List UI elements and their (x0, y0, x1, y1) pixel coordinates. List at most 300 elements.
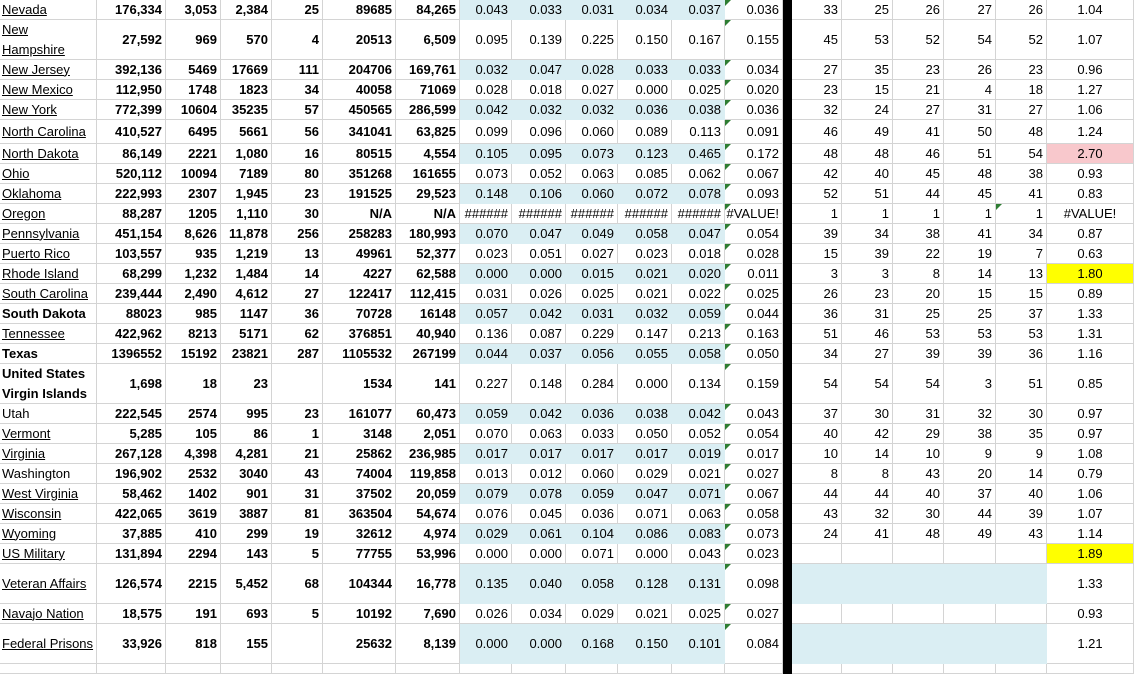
rank-cell[interactable]: 34 (996, 224, 1047, 244)
count-cell[interactable]: 1105532 (323, 344, 396, 364)
count-cell[interactable]: 68,299 (97, 264, 166, 284)
rate-cell[interactable]: 0.000 (512, 544, 566, 564)
row-name-cell[interactable] (0, 20, 97, 60)
rank-cell[interactable]: 42 (792, 164, 842, 184)
count-cell[interactable]: 256 (272, 224, 323, 244)
rate-cell[interactable]: 0.034 (512, 604, 566, 624)
rate-cell[interactable]: 0.038 (618, 404, 672, 424)
rate-cell[interactable]: 0.017 (512, 444, 566, 464)
rank-cell[interactable]: 32 (944, 404, 996, 424)
rate-cell[interactable]: 0.025 (672, 80, 725, 100)
count-cell[interactable]: 772,399 (97, 100, 166, 120)
average-rate-cell[interactable]: 0.034 (725, 60, 783, 80)
rate-cell[interactable]: 0.042 (512, 404, 566, 424)
count-cell[interactable]: 410,527 (97, 120, 166, 144)
count-cell[interactable]: 141 (396, 364, 460, 404)
rank-cell[interactable] (792, 544, 842, 564)
count-cell[interactable]: 236,985 (396, 444, 460, 464)
count-cell[interactable]: 451,154 (97, 224, 166, 244)
rate-cell[interactable]: ###### (460, 204, 512, 224)
count-cell[interactable]: 70728 (323, 304, 396, 324)
rate-cell[interactable]: 0.070 (460, 424, 512, 444)
ratio-cell[interactable]: 1.33 (1047, 564, 1134, 604)
rank-cell[interactable]: 23 (792, 80, 842, 100)
rank-cell[interactable]: 54 (893, 364, 944, 404)
count-cell[interactable]: 80 (272, 164, 323, 184)
rank-cell[interactable]: 44 (944, 504, 996, 524)
rate-cell[interactable]: 0.033 (566, 424, 618, 444)
count-cell[interactable]: 52,377 (396, 244, 460, 264)
count-cell[interactable] (272, 364, 323, 404)
row-name-link[interactable]: Tennessee (2, 325, 65, 341)
rank-cell[interactable]: 14 (944, 264, 996, 284)
rate-cell[interactable]: 0.017 (460, 444, 512, 464)
row-name-link[interactable]: West Virginia (2, 485, 79, 501)
count-cell[interactable]: 5469 (166, 60, 221, 80)
count-cell[interactable]: 3619 (166, 504, 221, 524)
rank-cell[interactable]: 26 (944, 60, 996, 80)
count-cell[interactable]: 13 (272, 244, 323, 264)
rate-cell[interactable]: 0.050 (618, 424, 672, 444)
rank-cell[interactable]: 37 (792, 404, 842, 424)
ratio-cell[interactable]: 0.96 (1047, 60, 1134, 80)
count-cell[interactable]: 35235 (221, 100, 272, 120)
rank-cell[interactable]: 27 (792, 60, 842, 80)
average-rate-cell[interactable]: 0.163 (725, 324, 783, 344)
empty-cell[interactable] (618, 664, 672, 674)
row-name-cell[interactable] (0, 264, 97, 284)
rank-cell[interactable]: 37 (996, 304, 1047, 324)
count-cell[interactable]: 88023 (97, 304, 166, 324)
rank-cell[interactable]: 41 (944, 224, 996, 244)
rank-cell[interactable]: 48 (893, 524, 944, 544)
average-rate-cell[interactable]: 0.067 (725, 484, 783, 504)
rate-cell[interactable]: 0.017 (566, 444, 618, 464)
rank-cell[interactable]: 27 (893, 100, 944, 120)
rate-cell[interactable]: 0.128 (618, 564, 672, 604)
count-cell[interactable]: 23 (272, 404, 323, 424)
count-cell[interactable]: 1,219 (221, 244, 272, 264)
count-cell[interactable]: 63,825 (396, 120, 460, 144)
rate-cell[interactable]: 0.000 (512, 624, 566, 664)
ratio-cell[interactable]: 1.89 (1047, 544, 1134, 564)
row-name-link[interactable]: Puerto Rico (2, 245, 70, 261)
rate-cell[interactable]: 0.031 (460, 284, 512, 304)
count-cell[interactable]: 5,285 (97, 424, 166, 444)
empty-cell[interactable] (944, 664, 996, 674)
rank-cell[interactable]: 44 (842, 484, 893, 504)
rank-cell[interactable]: 35 (996, 424, 1047, 444)
count-cell[interactable]: 1205 (166, 204, 221, 224)
rate-cell[interactable]: 0.025 (672, 604, 725, 624)
rate-cell[interactable]: 0.033 (618, 60, 672, 80)
average-rate-cell[interactable]: 0.044 (725, 304, 783, 324)
rate-cell[interactable]: 0.058 (566, 564, 618, 604)
count-cell[interactable]: 1147 (221, 304, 272, 324)
rate-cell[interactable]: 0.284 (566, 364, 618, 404)
count-cell[interactable]: 5,452 (221, 564, 272, 604)
count-cell[interactable]: 1,698 (97, 364, 166, 404)
rank-cell[interactable] (792, 604, 842, 624)
ratio-cell[interactable]: 0.89 (1047, 284, 1134, 304)
count-cell[interactable]: 36 (272, 304, 323, 324)
count-cell[interactable]: 5 (272, 604, 323, 624)
rank-cell[interactable]: 46 (842, 324, 893, 344)
rate-cell[interactable]: 0.023 (460, 244, 512, 264)
count-cell[interactable]: 2307 (166, 184, 221, 204)
rate-cell[interactable]: 0.063 (672, 504, 725, 524)
rank-cell[interactable]: 43 (996, 524, 1047, 544)
rate-cell[interactable]: 0.078 (512, 484, 566, 504)
rate-cell[interactable]: 0.018 (672, 244, 725, 264)
rank-cell[interactable] (944, 624, 996, 664)
count-cell[interactable]: 20,059 (396, 484, 460, 504)
rate-cell[interactable]: 0.150 (618, 20, 672, 60)
count-cell[interactable]: 7189 (221, 164, 272, 184)
rank-cell[interactable] (996, 564, 1047, 604)
rate-cell[interactable]: 0.059 (566, 484, 618, 504)
count-cell[interactable]: 77755 (323, 544, 396, 564)
rate-cell[interactable]: 0.034 (618, 0, 672, 20)
ratio-cell[interactable]: 1.21 (1047, 624, 1134, 664)
count-cell[interactable]: 16,778 (396, 564, 460, 604)
rank-cell[interactable]: 1 (792, 204, 842, 224)
count-cell[interactable]: 2532 (166, 464, 221, 484)
row-name-cell[interactable] (0, 60, 97, 80)
rate-cell[interactable]: 0.042 (460, 100, 512, 120)
average-rate-cell[interactable]: 0.020 (725, 80, 783, 100)
rank-cell[interactable]: 34 (842, 224, 893, 244)
rate-cell[interactable]: ###### (512, 204, 566, 224)
rate-cell[interactable]: 0.036 (618, 100, 672, 120)
ratio-cell[interactable]: 1.27 (1047, 80, 1134, 100)
rank-cell[interactable]: 43 (893, 464, 944, 484)
count-cell[interactable]: 3887 (221, 504, 272, 524)
average-rate-cell[interactable]: 0.025 (725, 284, 783, 304)
rate-cell[interactable]: 0.021 (618, 284, 672, 304)
count-cell[interactable]: 995 (221, 404, 272, 424)
rank-cell[interactable] (842, 564, 893, 604)
rate-cell[interactable]: 0.136 (460, 324, 512, 344)
count-cell[interactable]: 287 (272, 344, 323, 364)
row-name-link[interactable]: Virginia (2, 445, 46, 461)
count-cell[interactable]: 131,894 (97, 544, 166, 564)
rate-cell[interactable]: 0.029 (566, 604, 618, 624)
count-cell[interactable]: 169,761 (396, 60, 460, 80)
empty-cell[interactable] (842, 664, 893, 674)
row-name-cell[interactable] (0, 144, 97, 164)
row-name-cell[interactable] (0, 344, 97, 364)
count-cell[interactable]: 20513 (323, 20, 396, 60)
rate-cell[interactable]: 0.213 (672, 324, 725, 344)
row-name-cell[interactable] (0, 404, 97, 424)
ratio-cell[interactable]: 1.16 (1047, 344, 1134, 364)
count-cell[interactable]: 10094 (166, 164, 221, 184)
rank-cell[interactable]: 34 (792, 344, 842, 364)
empty-cell[interactable] (323, 664, 396, 674)
count-cell[interactable]: 6,509 (396, 20, 460, 60)
count-cell[interactable]: 10192 (323, 604, 396, 624)
rate-cell[interactable]: 0.147 (618, 324, 672, 344)
rate-cell[interactable]: 0.000 (460, 544, 512, 564)
count-cell[interactable]: 81 (272, 504, 323, 524)
rate-cell[interactable]: 0.078 (672, 184, 725, 204)
count-cell[interactable]: 143 (221, 544, 272, 564)
rate-cell[interactable]: 0.060 (566, 120, 618, 144)
rate-cell[interactable]: 0.052 (512, 164, 566, 184)
count-cell[interactable]: 37502 (323, 484, 396, 504)
rate-cell[interactable]: 0.031 (566, 0, 618, 20)
rank-cell[interactable]: 29 (893, 424, 944, 444)
rank-cell[interactable]: 38 (996, 164, 1047, 184)
row-name-cell[interactable] (0, 0, 97, 20)
empty-cell[interactable] (893, 664, 944, 674)
count-cell[interactable]: 1823 (221, 80, 272, 100)
rate-cell[interactable]: 0.026 (512, 284, 566, 304)
rate-cell[interactable]: 0.027 (566, 80, 618, 100)
count-cell[interactable]: 112,415 (396, 284, 460, 304)
rank-cell[interactable]: 9 (944, 444, 996, 464)
rank-cell[interactable] (996, 544, 1047, 564)
rank-cell[interactable]: 52 (996, 20, 1047, 60)
count-cell[interactable]: 176,334 (97, 0, 166, 20)
rate-cell[interactable]: 0.089 (618, 120, 672, 144)
rank-cell[interactable]: 18 (996, 80, 1047, 100)
count-cell[interactable]: 16 (272, 144, 323, 164)
empty-cell[interactable] (512, 664, 566, 674)
count-cell[interactable]: 7,690 (396, 604, 460, 624)
count-cell[interactable]: 8213 (166, 324, 221, 344)
rank-cell[interactable]: 48 (842, 144, 893, 164)
ratio-cell[interactable]: 1.24 (1047, 120, 1134, 144)
count-cell[interactable]: 74004 (323, 464, 396, 484)
average-rate-cell[interactable]: 0.058 (725, 504, 783, 524)
rank-cell[interactable] (792, 564, 842, 604)
row-name-link[interactable]: Wyoming (2, 525, 57, 541)
rank-cell[interactable]: 15 (842, 80, 893, 100)
rate-cell[interactable]: 0.019 (672, 444, 725, 464)
ratio-cell[interactable]: #VALUE! (1047, 204, 1134, 224)
count-cell[interactable]: 351268 (323, 164, 396, 184)
ratio-cell[interactable]: 1.14 (1047, 524, 1134, 544)
count-cell[interactable]: 25862 (323, 444, 396, 464)
rank-cell[interactable]: 48 (996, 120, 1047, 144)
rank-cell[interactable]: 25 (893, 304, 944, 324)
rate-cell[interactable]: 0.076 (460, 504, 512, 524)
row-name-cell[interactable] (0, 244, 97, 264)
count-cell[interactable]: 2294 (166, 544, 221, 564)
rank-cell[interactable] (893, 564, 944, 604)
count-cell[interactable] (272, 624, 323, 664)
count-cell[interactable]: 40,940 (396, 324, 460, 344)
count-cell[interactable]: 54,674 (396, 504, 460, 524)
count-cell[interactable]: 422,065 (97, 504, 166, 524)
row-name-cell[interactable] (0, 304, 97, 324)
row-name-cell[interactable] (0, 604, 97, 624)
count-cell[interactable]: 62,588 (396, 264, 460, 284)
rank-cell[interactable]: 51 (996, 364, 1047, 404)
average-rate-cell[interactable]: 0.017 (725, 444, 783, 464)
rate-cell[interactable]: ###### (566, 204, 618, 224)
row-name-link[interactable]: New York (2, 101, 57, 117)
rate-cell[interactable]: 0.059 (460, 404, 512, 424)
row-name-cell[interactable] (0, 624, 97, 664)
row-name-cell[interactable] (0, 444, 97, 464)
average-rate-cell[interactable]: 0.084 (725, 624, 783, 664)
rate-cell[interactable]: 0.057 (460, 304, 512, 324)
rate-cell[interactable]: 0.073 (460, 164, 512, 184)
count-cell[interactable]: 376851 (323, 324, 396, 344)
ratio-cell[interactable]: 2.70 (1047, 144, 1134, 164)
count-cell[interactable]: 104344 (323, 564, 396, 604)
empty-cell[interactable] (272, 664, 323, 674)
count-cell[interactable]: 4227 (323, 264, 396, 284)
rank-cell[interactable]: 27 (944, 0, 996, 20)
rank-cell[interactable] (842, 604, 893, 624)
rank-cell[interactable] (842, 624, 893, 664)
rank-cell[interactable] (792, 624, 842, 664)
rate-cell[interactable]: 0.029 (618, 464, 672, 484)
empty-cell[interactable] (996, 664, 1047, 674)
rate-cell[interactable]: 0.101 (672, 624, 725, 664)
row-name-link[interactable]: Veteran Affairs (2, 575, 87, 591)
count-cell[interactable]: 422,962 (97, 324, 166, 344)
count-cell[interactable]: 161077 (323, 404, 396, 424)
rate-cell[interactable]: 0.028 (566, 60, 618, 80)
rate-cell[interactable]: 0.060 (566, 184, 618, 204)
rate-cell[interactable]: 0.139 (512, 20, 566, 60)
rank-cell[interactable]: 31 (842, 304, 893, 324)
rate-cell[interactable]: 0.047 (512, 224, 566, 244)
count-cell[interactable]: 570 (221, 20, 272, 60)
row-name-link[interactable]: Rhode Island (2, 265, 79, 281)
average-rate-cell[interactable]: 0.027 (725, 464, 783, 484)
rate-cell[interactable]: 0.029 (460, 524, 512, 544)
row-name-link[interactable]: South Carolina (2, 285, 88, 301)
rate-cell[interactable]: 0.000 (618, 80, 672, 100)
empty-cell[interactable] (725, 664, 783, 674)
rate-cell[interactable]: 0.134 (672, 364, 725, 404)
row-name-link[interactable]: Navajo Nation (2, 605, 84, 621)
row-name-cell[interactable] (0, 324, 97, 344)
rank-cell[interactable]: 33 (792, 0, 842, 20)
row-name-cell[interactable] (0, 204, 97, 224)
empty-cell[interactable] (0, 664, 97, 674)
rank-cell[interactable]: 53 (944, 324, 996, 344)
ratio-cell[interactable]: 0.97 (1047, 424, 1134, 444)
average-rate-cell[interactable]: 0.159 (725, 364, 783, 404)
rank-cell[interactable]: 40 (996, 484, 1047, 504)
rank-cell[interactable]: 44 (893, 184, 944, 204)
rank-cell[interactable]: 49 (944, 524, 996, 544)
count-cell[interactable]: 60,473 (396, 404, 460, 424)
row-name-cell[interactable] (0, 544, 97, 564)
count-cell[interactable]: 410 (166, 524, 221, 544)
rank-cell[interactable]: 22 (893, 244, 944, 264)
rank-cell[interactable]: 39 (893, 344, 944, 364)
rate-cell[interactable]: 0.037 (512, 344, 566, 364)
count-cell[interactable]: N/A (396, 204, 460, 224)
rate-cell[interactable]: 0.027 (566, 244, 618, 264)
rank-cell[interactable]: 20 (893, 284, 944, 304)
rank-cell[interactable]: 13 (996, 264, 1047, 284)
rate-cell[interactable]: 0.017 (618, 444, 672, 464)
rank-cell[interactable]: 36 (996, 344, 1047, 364)
count-cell[interactable]: 49961 (323, 244, 396, 264)
count-cell[interactable]: 86 (221, 424, 272, 444)
rate-cell[interactable]: 0.051 (512, 244, 566, 264)
rate-cell[interactable]: 0.150 (618, 624, 672, 664)
empty-cell[interactable] (221, 664, 272, 674)
ratio-cell[interactable]: 1.06 (1047, 100, 1134, 120)
average-rate-cell[interactable]: #VALUE! (725, 204, 783, 224)
rate-cell[interactable]: 0.026 (460, 604, 512, 624)
rate-cell[interactable]: 0.033 (672, 60, 725, 80)
rank-cell[interactable]: 30 (842, 404, 893, 424)
empty-cell[interactable] (566, 664, 618, 674)
count-cell[interactable]: 286,599 (396, 100, 460, 120)
ratio-cell[interactable]: 1.06 (1047, 484, 1134, 504)
empty-cell[interactable] (672, 664, 725, 674)
rank-cell[interactable]: 48 (944, 164, 996, 184)
count-cell[interactable]: 111 (272, 60, 323, 80)
average-rate-cell[interactable]: 0.036 (725, 100, 783, 120)
rank-cell[interactable]: 40 (792, 424, 842, 444)
rank-cell[interactable]: 45 (944, 184, 996, 204)
count-cell[interactable]: 985 (166, 304, 221, 324)
empty-cell[interactable] (792, 664, 842, 674)
ratio-cell[interactable]: 0.93 (1047, 164, 1134, 184)
rate-cell[interactable]: 0.036 (566, 504, 618, 524)
average-rate-cell[interactable]: 0.054 (725, 424, 783, 444)
average-rate-cell[interactable]: 0.028 (725, 244, 783, 264)
ratio-cell[interactable]: 0.79 (1047, 464, 1134, 484)
count-cell[interactable]: 11,878 (221, 224, 272, 244)
count-cell[interactable]: 4,554 (396, 144, 460, 164)
row-name-link[interactable]: New Jersey (2, 61, 70, 77)
row-name-link[interactable]: Pennsylvania (2, 225, 80, 241)
rank-cell[interactable]: 3 (944, 364, 996, 404)
rank-cell[interactable]: 45 (792, 20, 842, 60)
rank-cell[interactable]: 54 (944, 20, 996, 60)
count-cell[interactable]: 341041 (323, 120, 396, 144)
rate-cell[interactable]: 0.059 (672, 304, 725, 324)
rank-cell[interactable]: 15 (996, 284, 1047, 304)
count-cell[interactable]: 86,149 (97, 144, 166, 164)
rank-cell[interactable]: 44 (792, 484, 842, 504)
count-cell[interactable]: 27 (272, 284, 323, 304)
count-cell[interactable]: 80515 (323, 144, 396, 164)
count-cell[interactable]: 196,902 (97, 464, 166, 484)
count-cell[interactable]: 16148 (396, 304, 460, 324)
rank-cell[interactable]: 53 (842, 20, 893, 60)
rank-cell[interactable]: 27 (842, 344, 893, 364)
row-name-link[interactable]: New Mexico (2, 81, 73, 97)
rank-cell[interactable]: 41 (842, 524, 893, 544)
count-cell[interactable]: 27,592 (97, 20, 166, 60)
count-cell[interactable]: 204706 (323, 60, 396, 80)
rate-cell[interactable]: 0.047 (672, 224, 725, 244)
rank-cell[interactable]: 24 (792, 524, 842, 544)
rate-cell[interactable]: 0.071 (672, 484, 725, 504)
row-name-cell[interactable] (0, 424, 97, 444)
count-cell[interactable]: 4,281 (221, 444, 272, 464)
count-cell[interactable]: 14 (272, 264, 323, 284)
rate-cell[interactable]: 0.227 (460, 364, 512, 404)
rank-cell[interactable]: 19 (944, 244, 996, 264)
rate-cell[interactable]: 0.099 (460, 120, 512, 144)
count-cell[interactable]: 23 (272, 184, 323, 204)
